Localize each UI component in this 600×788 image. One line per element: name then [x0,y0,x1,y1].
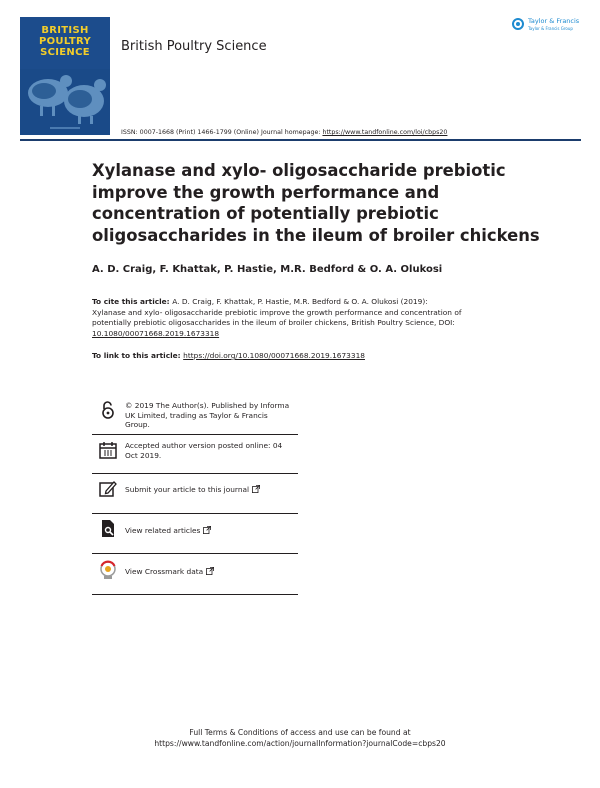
journal-homepage-link[interactable]: https://www.tandfonline.com/loi/cbps20 [322,129,448,136]
citation-text: A. D. Craig, F. Khattak, P. Hastie, M.R. Bedford & O. A. Olukosi (2019): [172,297,428,306]
external-link-icon [203,526,211,534]
header-divider [20,139,581,141]
info-divider [92,434,298,435]
info-divider [92,473,298,474]
calendar-icon [98,440,118,460]
cover-title-line: BRITISH [41,25,89,36]
article-link-label: To link to this article: [92,351,184,360]
cover-title-line: SCIENCE [40,47,90,58]
journal-name: British Poultry Science [121,39,267,54]
publisher-tagline: Taylor & Francis Group [528,26,573,31]
related-articles-link[interactable] [92,519,298,549]
citation-block [92,297,522,339]
title-line: oligosaccharides in the ileum of broiler chickens [92,225,540,245]
title-line: improve the growth performance and [92,182,440,202]
publisher-name: Taylor & Francis [528,17,580,25]
journal-cover [20,17,110,135]
open-access-lock-icon [98,400,118,420]
related-articles-text[interactable]: View related articles [125,526,201,535]
open-access-text: Group. [125,420,150,429]
citation-doi-link[interactable]: 10.1080/00071668.2019.1673318 [92,328,220,338]
taylor-francis-logo-icon [512,18,524,30]
posted-date-text: Accepted author version posted online: 04 [125,441,283,450]
info-divider [92,594,298,595]
citation-label: To cite this article: [92,297,173,306]
related-articles-icon [98,519,118,539]
article-authors: A. D. Craig, F. Khattak, P. Hastie, M.R. Bedford & O. A. Olukosi [92,264,443,275]
citation-text: Xylanase and xylo- oligosaccharide prebiotic improve the growth performance and concentration of [92,307,462,317]
crossmark-text[interactable]: View Crossmark data [125,567,204,576]
footer-terms: Full Terms & Conditions of access and use can be found at [189,728,411,737]
issn-line [121,129,447,136]
title-line: concentration of potentially prebiotic [92,204,439,223]
title-line: Xylanase and xylo- oligosaccharide prebiotic [92,161,506,180]
publisher-logo [512,17,582,37]
article-title [92,160,540,246]
cover-title-line: POULTRY [39,36,91,47]
submit-article-text[interactable]: Submit your article to this journal [125,485,250,494]
open-access-text: © 2019 The Author(s). Published by Informa [125,401,290,410]
external-link-icon [252,485,260,493]
edit-icon [98,479,118,499]
posted-date-text: Oct 2019. [125,450,162,460]
submit-article-link[interactable] [92,479,298,509]
article-link-line [92,351,365,360]
external-link-icon [206,567,214,575]
open-access-notice [92,400,298,434]
info-divider [92,513,298,514]
crossmark-icon [98,560,118,580]
info-divider [92,553,298,554]
issn-text: ISSN: 0007-1668 (Print) 1466-1799 (Online) Journal homepage: [121,129,323,136]
open-access-text: UK Limited, trading as Taylor & Francis [125,410,268,420]
posted-date-notice [92,440,298,470]
footer-terms-url[interactable]: https://www.tandfonline.com/action/journalInformation?journalCode=cbps20 [154,739,446,748]
crossmark-link[interactable] [92,560,298,590]
citation-text: potentially prebiotic oligosaccharides in the ileum of broiler chickens, British Poultry Science, DOI: [92,318,455,327]
article-doi-url[interactable]: https://doi.org/10.1080/00071668.2019.1673318 [183,351,365,360]
